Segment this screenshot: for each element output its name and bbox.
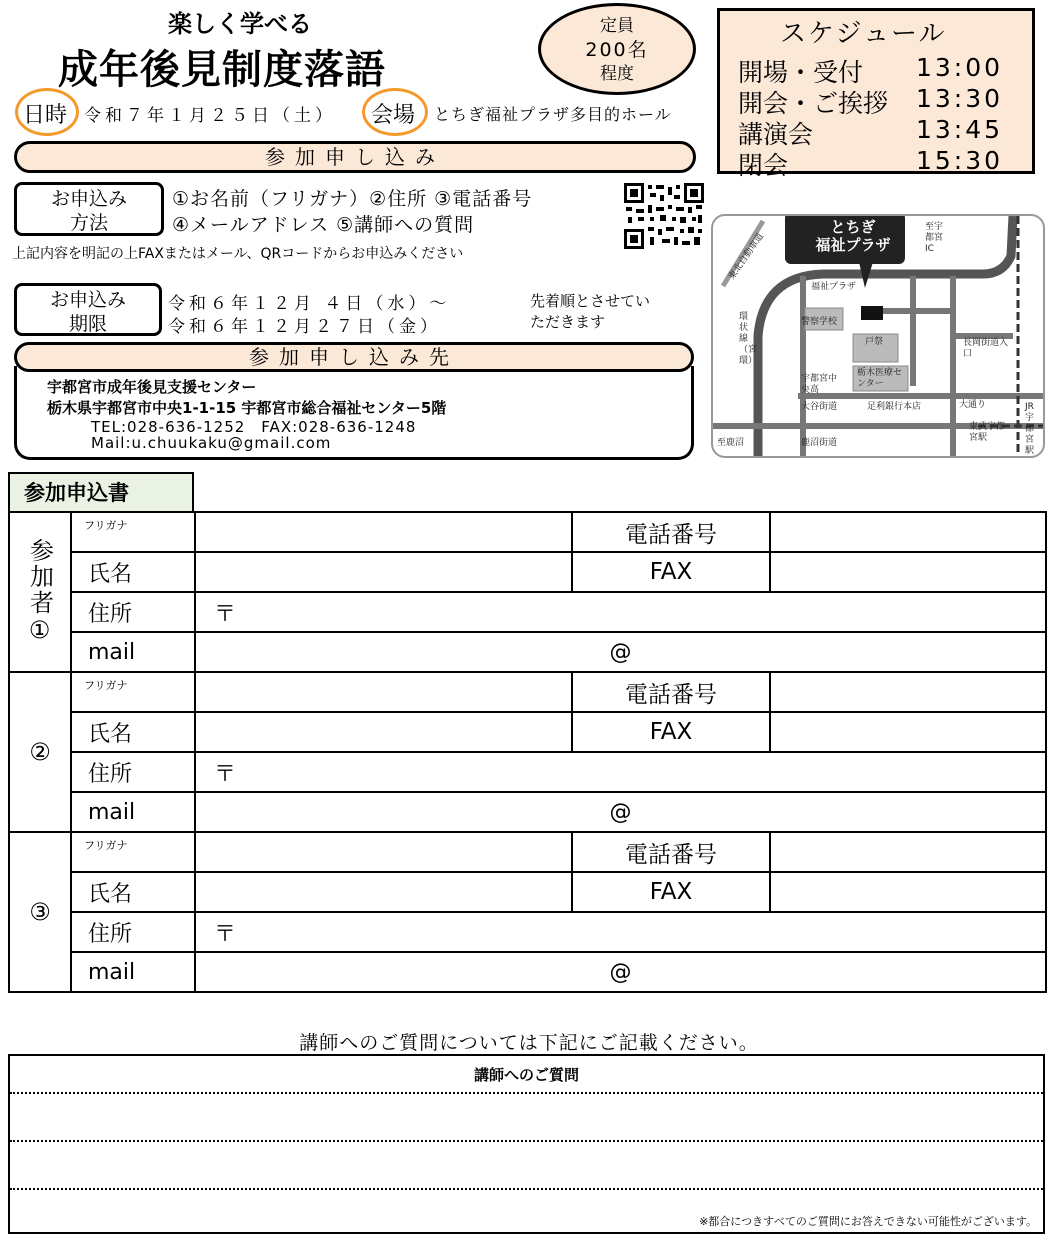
schedule-label-4: 閉会 xyxy=(738,151,789,180)
furigana-input-1[interactable] xyxy=(195,512,572,552)
participant-1-mark: 参加者① xyxy=(9,512,71,672)
questions-note: ※都合につきすべてのご質問にお答えできない可能性がございます。 xyxy=(699,1215,1037,1228)
mail-input-1[interactable]: @ xyxy=(195,632,1046,672)
questions-title: 講師へのご質問 xyxy=(473,1066,579,1084)
map-label-jr: JR宇都宮駅 xyxy=(1025,402,1035,456)
map-label-highway: 東北自動車道 xyxy=(727,231,767,282)
fax-label: FAX xyxy=(572,712,770,752)
schedule-box xyxy=(717,8,1035,180)
deadline-note-1: 先着順とさせてい xyxy=(530,292,651,310)
fax-input-1[interactable] xyxy=(770,552,1046,592)
name-input-2[interactable] xyxy=(195,712,572,752)
furigana-input-3[interactable] xyxy=(195,832,572,872)
date-label: 日時 xyxy=(23,103,68,128)
mail-label: mail xyxy=(71,952,195,992)
fax-input-3[interactable] xyxy=(770,872,1046,912)
address-input-2[interactable]: 〒 xyxy=(195,752,1046,792)
application-banner: 参加申し込み xyxy=(14,141,696,173)
map-callout-1: とちぎ xyxy=(830,218,876,236)
schedule-time-4: 15:30 xyxy=(916,146,1004,175)
schedule-label-2: 開会・ご挨拶 xyxy=(738,89,889,118)
deadline-end: 令和６年１２月２７日（金） xyxy=(168,317,441,337)
venue-value: とちぎ福祉プラザ多目的ホール xyxy=(434,105,672,124)
question-line-2 xyxy=(10,1140,1043,1142)
map-label-kanjo: 環状線（宮環） xyxy=(739,312,758,366)
map-label-ashikaga: 足利銀行本店 xyxy=(867,402,922,412)
application-form xyxy=(8,511,1047,993)
fax-label: FAX xyxy=(572,552,770,592)
schedule-time-1: 13:00 xyxy=(916,53,1004,82)
method-label-1: お申込み xyxy=(50,188,127,210)
phone-input-3[interactable] xyxy=(770,832,1046,872)
capacity-badge xyxy=(538,3,696,95)
map-callout-2: 福祉プラザ xyxy=(815,236,891,254)
capacity-line-1: 定員 xyxy=(600,16,634,36)
method-item-2: ④メールアドレス ⑤講師への質問 xyxy=(172,214,475,236)
questions-intro: 講師へのご質問については下記にご記載ください。 xyxy=(299,1032,759,1054)
qr-code-icon[interactable] xyxy=(624,183,704,249)
method-item-1: ①お名前（フリガナ）②住所 ③電話番号 xyxy=(172,188,533,210)
center-mail: Mail:u.chuukaku@gmail.com xyxy=(91,434,332,452)
map-callout xyxy=(799,218,907,254)
map-label-chuo: 宇都宮中央高 xyxy=(801,374,838,395)
schedule-label-3: 講演会 xyxy=(738,120,814,149)
furigana-label: フリガナ xyxy=(71,832,195,872)
furigana-label: フリガナ xyxy=(71,672,195,712)
deadline-start: 令和６年１２月 ４日（水）～ xyxy=(168,294,451,314)
name-input-3[interactable] xyxy=(195,872,572,912)
mail-label: mail xyxy=(71,632,195,672)
phone-label: 電話番号 xyxy=(572,512,770,552)
map-label-odori: 大通り xyxy=(959,400,987,410)
name-label: 氏名 xyxy=(71,552,195,592)
center-address: 栃木県宇都宮市中央1-1-15 宇都宮市総合福祉センター5階 xyxy=(47,399,447,417)
phone-input-1[interactable] xyxy=(770,512,1046,552)
form-tag: 参加申込書 xyxy=(8,472,194,513)
question-line-1 xyxy=(10,1092,1043,1094)
furigana-input-2[interactable] xyxy=(195,672,572,712)
method-note: 上記内容を明記の上FAXまたはメール、QRコードからお申込みください xyxy=(12,246,464,262)
mail-input-3[interactable]: @ xyxy=(195,952,1046,992)
deadline-note-2: ただきます xyxy=(530,313,606,331)
center-name: 宇都宮市成年後見支援センター xyxy=(47,378,257,396)
furigana-label: フリガナ xyxy=(71,512,195,552)
mail-label: mail xyxy=(71,792,195,832)
fax-label: FAX xyxy=(572,872,770,912)
destination-banner: 参加申し込み先 xyxy=(14,342,694,372)
address-label: 住所 xyxy=(71,592,195,632)
participant-3-mark: ③ xyxy=(9,832,71,992)
mail-input-2[interactable]: @ xyxy=(195,792,1046,832)
name-label: 氏名 xyxy=(71,712,195,752)
map-label-tosai: 戸祭 xyxy=(865,337,884,347)
center-tel-fax: TEL:028-636-1252 FAX:028-636-1248 xyxy=(91,418,417,436)
map-label-tobu: 東武宇都宮駅 xyxy=(969,422,1006,443)
phone-label: 電話番号 xyxy=(572,832,770,872)
map-label-ic: 至宇都宮IC xyxy=(925,222,944,254)
name-input-1[interactable] xyxy=(195,552,572,592)
deadline-label-2: 期限 xyxy=(68,313,107,335)
address-input-1[interactable]: 〒 xyxy=(195,592,1046,632)
method-label-2: 方法 xyxy=(69,212,108,234)
date-value: 令和７年１月２５日（土） xyxy=(84,106,336,126)
map-label-shikanuma-road: 鹿沼街道 xyxy=(801,438,838,448)
map-label-plaza: 福祉プラザ xyxy=(811,282,857,292)
event-subtitle: 楽しく学べる xyxy=(168,9,312,38)
phone-input-2[interactable] xyxy=(770,672,1046,712)
deadline-label-box xyxy=(14,283,162,336)
venue-label: 会場 xyxy=(371,103,416,128)
map-label-nagaoka: 長岡街道入口 xyxy=(963,338,1009,359)
fax-input-2[interactable] xyxy=(770,712,1046,752)
address-label: 住所 xyxy=(71,912,195,952)
phone-label: 電話番号 xyxy=(572,672,770,712)
map-label-police: 警察学校 xyxy=(801,317,838,327)
map-label-medical: 栃木医療センター xyxy=(857,368,903,389)
event-title: 成年後見制度落語 xyxy=(58,46,386,93)
questions-box[interactable] xyxy=(8,1054,1045,1234)
schedule-time-3: 13:45 xyxy=(916,115,1004,144)
name-label: 氏名 xyxy=(71,872,195,912)
schedule-time-2: 13:30 xyxy=(916,84,1004,113)
venue-map xyxy=(711,214,1045,458)
participant-2-mark: ② xyxy=(9,672,71,832)
capacity-line-3: 程度 xyxy=(600,64,634,84)
address-input-3[interactable]: 〒 xyxy=(195,912,1046,952)
question-line-3 xyxy=(10,1188,1043,1190)
map-label-oya: 大谷街道 xyxy=(801,402,838,412)
capacity-line-2: 200名 xyxy=(585,39,649,61)
method-label-box xyxy=(14,182,164,236)
map-label-shikanuma: 至鹿沼 xyxy=(717,438,745,448)
address-label: 住所 xyxy=(71,752,195,792)
schedule-label-1: 開場・受付 xyxy=(738,58,864,87)
schedule-title: スケジュール xyxy=(780,19,947,49)
deadline-label-1: お申込み xyxy=(49,289,126,311)
destination-box xyxy=(14,366,694,460)
